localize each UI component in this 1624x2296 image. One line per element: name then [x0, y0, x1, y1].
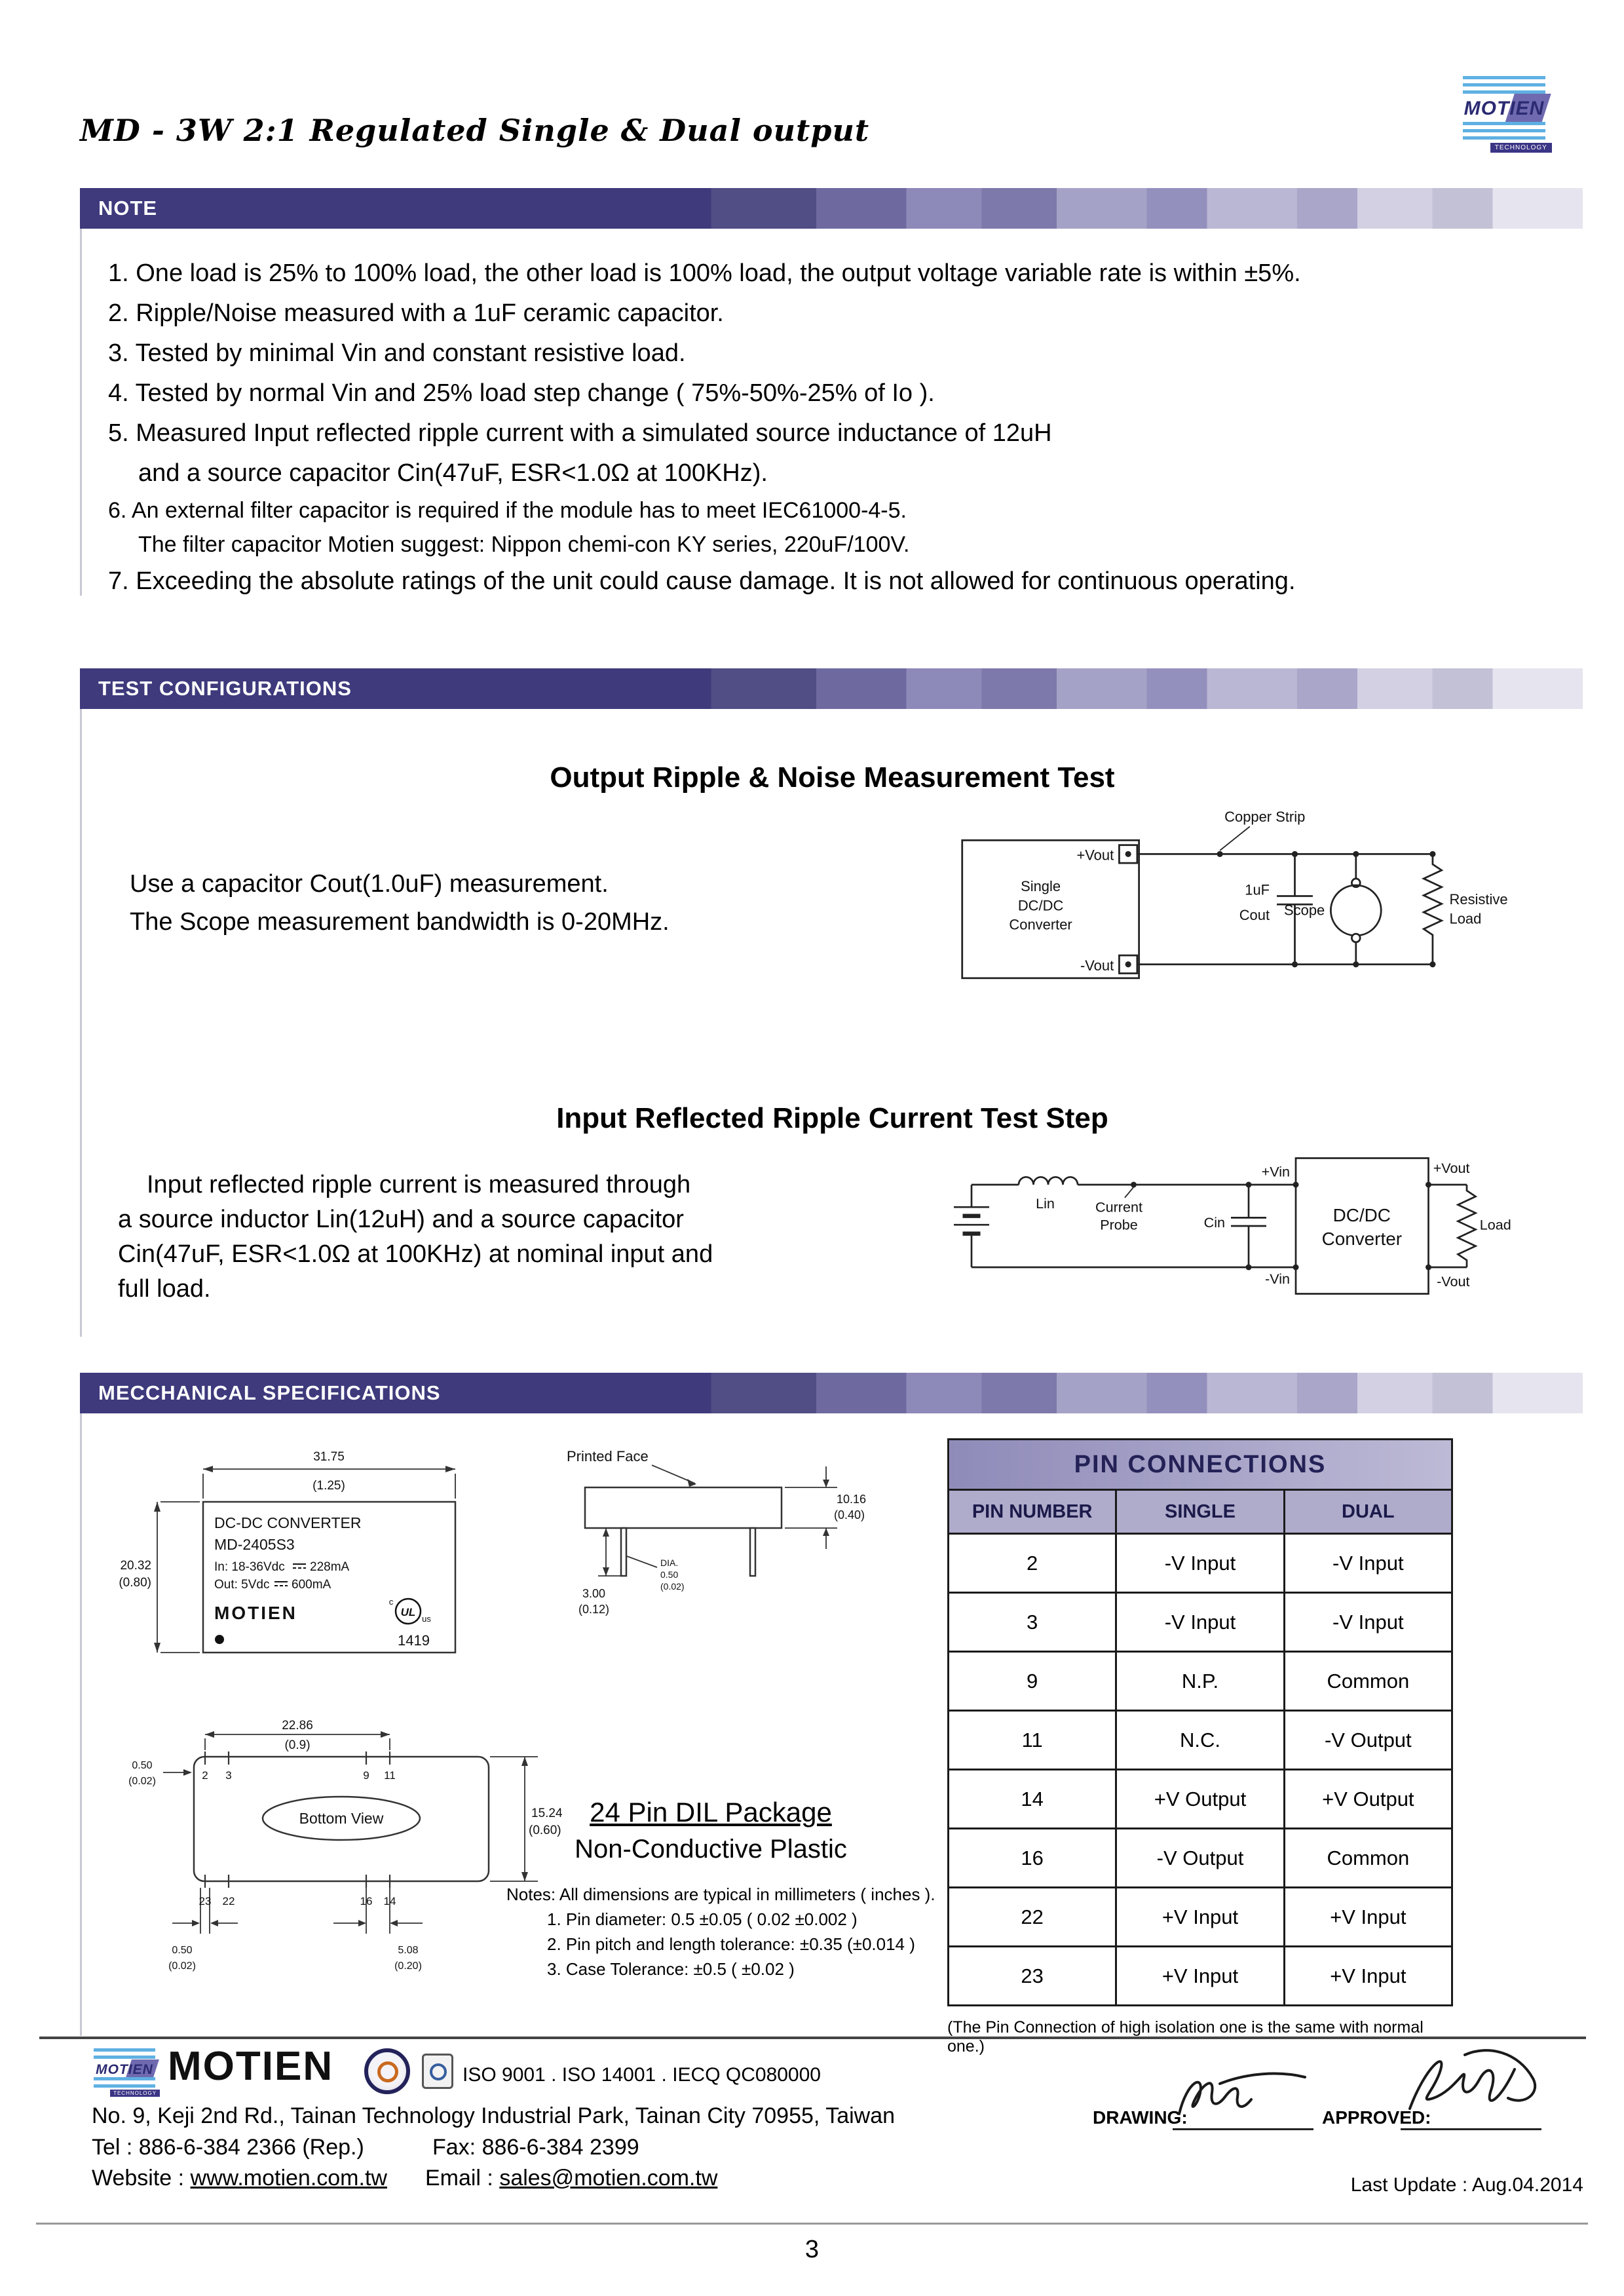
current-probe-label: Current: [1095, 1198, 1142, 1215]
table-row: [949, 1829, 1452, 1888]
pin-number-cell: 16: [949, 1829, 1116, 1888]
table-row: [949, 1593, 1452, 1652]
dim-pin-span-in: (0.9): [284, 1738, 311, 1752]
dual-cell: +V Output: [1284, 1770, 1452, 1829]
mech-note-line: 2. Pin pitch and length tolerance: ±0.35 (±0.014 ): [547, 1934, 915, 1954]
dim-edge-in: (0.02): [128, 1776, 156, 1787]
pin-number-cell: 2: [949, 1534, 1116, 1593]
copper-strip-label: Copper Strip: [1224, 809, 1306, 825]
printed-face-label: Printed Face: [567, 1448, 649, 1464]
pin-number: 2: [202, 1769, 208, 1782]
dim-height-mm: 20.32: [120, 1559, 151, 1573]
logo-stripes-icon: [1463, 122, 1545, 142]
dim-pin-length-in: (0.12): [578, 1603, 610, 1616]
logo-stripes-icon: [94, 2077, 155, 2090]
dim-edge-mm: 0.50: [132, 1760, 153, 1771]
note-line: The filter capacitor Motien suggest: Nippon chemi-con KY series, 220uF/100V.: [138, 532, 910, 557]
logo-stripes-icon: [1463, 76, 1545, 96]
dual-cell: Common: [1284, 1652, 1452, 1711]
package-type-line: 24 Pin DIL Package: [590, 1797, 832, 1827]
test-section: [80, 709, 1583, 1337]
single-cell: -V Input: [1116, 1534, 1284, 1593]
last-update: Last Update : Aug.04.2014: [1350, 2174, 1583, 2196]
table-row: [949, 1652, 1452, 1711]
svg-text:UL: UL: [400, 1606, 416, 1618]
dual-cell: -V Input: [1284, 1593, 1452, 1652]
mech-section-header: [80, 1373, 1583, 1413]
input-desc-line: a source inductor Lin(12uH) and a source capacitor: [118, 1206, 684, 1233]
single-cell: N.P.: [1116, 1652, 1284, 1711]
single-cell: N.C.: [1116, 1711, 1284, 1770]
label-model: MD-2405S3: [214, 1536, 295, 1553]
approved-label: APPROVED:: [1322, 2107, 1431, 2128]
ripple-desc-line: Use a capacitor Cout(1.0uF) measurement.: [130, 870, 609, 898]
dual-cell: -V Output: [1284, 1711, 1452, 1770]
label-output-current: 600mA: [292, 1578, 331, 1592]
pin-number-cell: 23: [949, 1947, 1116, 2006]
label-input-current: 228mA: [310, 1560, 350, 1574]
load-label: Resistive: [1449, 891, 1508, 908]
converter-label: Single: [1021, 878, 1061, 895]
pin-number: 16: [360, 1895, 373, 1907]
page-title: MD - 3W 2:1 Regulated Single & Dual output: [80, 113, 870, 148]
mech-note-line: 3. Case Tolerance: ±0.5 ( ±0.02 ): [547, 1959, 795, 1979]
mech-section: [80, 1413, 1583, 2056]
svg-text:us: us: [422, 1614, 431, 1624]
pin-table-header: PIN NUMBER: [949, 1490, 1116, 1534]
pin-table-title: PIN CONNECTIONS: [949, 1440, 1452, 1490]
ripple-desc-line: The Scope measurement bandwidth is 0-20MHz.: [130, 908, 670, 936]
pin-number: 11: [384, 1769, 396, 1782]
input-desc-line: Input reflected ripple current is measured through: [147, 1171, 691, 1198]
dim-row-span-in: (0.60): [529, 1824, 561, 1837]
dim-body-height-in: (0.40): [834, 1508, 865, 1521]
load-label: Load: [1449, 910, 1482, 927]
page-number-divider: [36, 2223, 1588, 2225]
iso-certifications: ISO 9001 . ISO 14001 . IECQ QC080000: [463, 2064, 821, 2086]
capacitor-label: 1uF: [1245, 881, 1270, 898]
company-address: No. 9, Keji 2nd Rd., Tainan Technology Industrial Park, Tainan City 70955, Taiwan: [92, 2103, 896, 2128]
single-cell: -V Output: [1116, 1829, 1284, 1888]
note-line: 2. Ripple/Noise measured with a 1uF ceramic capacitor.: [108, 299, 724, 327]
package-side-view-drawing: [559, 1442, 886, 1691]
svg-text:c: c: [388, 1597, 394, 1607]
company-tel: Tel : 886-6-384 2366 (Rep.): [92, 2135, 364, 2160]
dim-pin-dia-in: (0.02): [168, 1961, 196, 1972]
logo-stripes-icon: [94, 2048, 155, 2061]
pin-number: 14: [383, 1895, 396, 1907]
test-header-label: TEST CONFIGURATIONS: [98, 677, 352, 700]
pin1-dot-icon: [215, 1635, 224, 1644]
pin-number-cell: 14: [949, 1770, 1116, 1829]
drawing-label: DRAWING:: [1093, 2107, 1188, 2128]
dia-value-mm: 0.50: [660, 1569, 679, 1580]
pin-number-cell: 9: [949, 1652, 1116, 1711]
vin-plus-label: +Vin: [1261, 1163, 1290, 1180]
pin-number: 3: [225, 1769, 232, 1782]
capacitor-label: Cout: [1239, 907, 1270, 924]
dual-cell: +V Input: [1284, 1888, 1452, 1947]
certification-badge-icon: [422, 2054, 453, 2089]
pin-number: 22: [222, 1895, 235, 1907]
dim-width-mm: 31.75: [313, 1450, 345, 1464]
vin-minus-label: -Vin: [1265, 1271, 1290, 1288]
dual-cell: +V Input: [1284, 1947, 1452, 2006]
load-label: Load: [1479, 1216, 1511, 1233]
label-brand: MOTIEN: [214, 1603, 297, 1623]
certification-badge-icon: [364, 2048, 410, 2094]
vout-minus-label: -Vout: [1437, 1272, 1470, 1290]
note-line: 5. Measured Input reflected ripple current with a simulated source inductance of 12uH: [108, 419, 1052, 447]
label-input-rating: In: 18-36Vdc: [214, 1560, 285, 1574]
email-label: Email :: [425, 2166, 500, 2191]
input-ripple-diagram: [930, 1132, 1520, 1320]
pin-number-cell: 22: [949, 1888, 1116, 1947]
note-line: 4. Tested by normal Vin and 25% load step change ( 75%-50%-25% of Io ).: [108, 379, 935, 407]
test-section-header: [80, 668, 1583, 709]
input-ripple-description: [118, 1168, 812, 1307]
logo-wordmark: MOTIEN: [1463, 98, 1545, 120]
scope-label: Scope: [1284, 902, 1325, 919]
ul-mark-icon: [389, 1597, 432, 1624]
input-desc-line: full load.: [118, 1275, 211, 1303]
logo-wordmark: MOTIEN: [96, 2061, 153, 2077]
dim-pin-dia-mm: 0.50: [172, 1945, 193, 1956]
ripple-test-diagram: [953, 807, 1517, 1005]
dim-pin-length-mm: 3.00: [582, 1587, 606, 1600]
dim-pitch-in: (0.20): [394, 1961, 422, 1972]
input-desc-line: Cin(47uF, ESR<1.0Ω at 100KHz) at nominal input and: [118, 1240, 713, 1268]
dim-pin-span-mm: 22.86: [282, 1719, 313, 1732]
dim-pitch-mm: 5.08: [398, 1945, 419, 1956]
note-section: [80, 229, 1583, 596]
package-type-text: [540, 1797, 881, 1864]
dim-row-span-mm: 15.24: [531, 1807, 563, 1820]
drawing-signature-line: [1173, 2128, 1313, 2130]
lin-label: Lin: [1036, 1195, 1055, 1212]
mech-note-line: Notes: All dimensions are typical in millimeters ( inches ).: [506, 1885, 935, 1904]
bottom-view-label: Bottom View: [299, 1810, 384, 1827]
footer-brand-wordmark: MOTIEN: [168, 2044, 334, 2089]
pin-number-cell: 11: [949, 1711, 1116, 1770]
pin-number: 9: [363, 1769, 369, 1782]
table-row: [949, 1888, 1452, 1947]
table-row: [949, 1534, 1452, 1593]
pin-table-header: SINGLE: [1116, 1490, 1284, 1534]
mech-header-label: MECCHANICAL SPECIFICATIONS: [98, 1381, 441, 1404]
logo-tagline: TECHNOLOGY: [110, 2090, 160, 2097]
drawing-signature: [1174, 2061, 1318, 2127]
table-row: [949, 1770, 1452, 1829]
vout-minus-label: -Vout: [1080, 957, 1114, 974]
mech-notes: [506, 1882, 939, 1981]
pin-number-cell: 3: [949, 1593, 1116, 1652]
single-cell: +V Input: [1116, 1888, 1284, 1947]
label-output-rating: Out: 5Vdc: [214, 1578, 270, 1592]
pin-number: 23: [198, 1895, 212, 1907]
company-fax: Fax: 886-6-384 2399: [432, 2135, 639, 2160]
website-label: Website :: [92, 2166, 191, 2191]
package-top-view-drawing: [102, 1440, 521, 1715]
logo-tagline: TECHNOLOGY: [1490, 143, 1552, 153]
email-link[interactable]: sales@motien.com.tw: [499, 2166, 718, 2191]
page-number: 3: [804, 2236, 820, 2263]
cin-label: Cin: [1203, 1214, 1225, 1231]
motien-logo: [1458, 72, 1550, 155]
label-datecode: 1419: [398, 1632, 430, 1649]
dim-body-height-mm: 10.16: [837, 1493, 867, 1506]
dim-width-in: (1.25): [312, 1479, 345, 1493]
pin-connections-table: [947, 1438, 1453, 2056]
pin-table-caption: (The Pin Connection of high isolation one is the same with normal one.): [947, 2018, 1424, 2056]
dual-cell: -V Input: [1284, 1534, 1452, 1593]
note-line: 7. Exceeding the absolute ratings of the unit could cause damage. It is not allowed for continuous operating.: [108, 567, 1296, 595]
ripple-test-description: [130, 865, 670, 941]
single-cell: +V Input: [1116, 1947, 1284, 2006]
website-link[interactable]: www.motien.com.tw: [190, 2166, 387, 2191]
dia-value-in: (0.02): [660, 1581, 685, 1592]
label-converter: DC-DC CONVERTER: [214, 1514, 362, 1531]
vout-plus-label: +Vout: [1076, 847, 1114, 864]
converter-label: Converter: [1009, 916, 1072, 933]
note-header-label: NOTE: [98, 197, 158, 220]
ripple-test-title: Output Ripple & Noise Measurement Test: [550, 761, 1115, 794]
pin-table-header: DUAL: [1284, 1490, 1452, 1534]
approved-signature: [1397, 2043, 1554, 2128]
note-line: and a source capacitor Cin(47uF, ESR<1.0Ω at 100KHz).: [138, 459, 768, 487]
input-ripple-title: Input Reflected Ripple Current Test Step: [556, 1102, 1108, 1134]
converter-label: DC/DC: [1332, 1204, 1391, 1225]
package-material-line: Non-Conductive Plastic: [575, 1835, 847, 1864]
note-line: 3. Tested by minimal Vin and constant resistive load.: [108, 339, 686, 367]
mech-note-line: 1. Pin diameter: 0.5 ±0.05 ( 0.02 ±0.002 ): [547, 1909, 858, 1929]
footer-motien-logo: [90, 2046, 159, 2098]
dia-label: DIA.: [660, 1558, 679, 1568]
single-cell: +V Output: [1116, 1770, 1284, 1829]
footer-divider: [39, 2037, 1586, 2039]
converter-label: Converter: [1321, 1228, 1403, 1249]
company-web-email: [92, 2166, 717, 2191]
table-row: [949, 1947, 1452, 2006]
dim-height-in: (0.80): [119, 1576, 151, 1590]
dual-cell: Common: [1284, 1829, 1452, 1888]
table-row: [949, 1711, 1452, 1770]
note-line: 1. One load is 25% to 100% load, the other load is 100% load, the output voltage variable rate is within ±5%.: [108, 259, 1301, 287]
single-cell: -V Input: [1116, 1593, 1284, 1652]
note-section-header: [80, 188, 1583, 229]
vout-plus-label: +Vout: [1433, 1160, 1470, 1176]
approved-signature-line: [1401, 2128, 1541, 2130]
current-probe-label: Probe: [1100, 1216, 1138, 1233]
note-line: 6. An external filter capacitor is required if the module has to meet IEC61000-4-5.: [108, 498, 907, 523]
converter-label: DC/DC: [1017, 897, 1064, 914]
